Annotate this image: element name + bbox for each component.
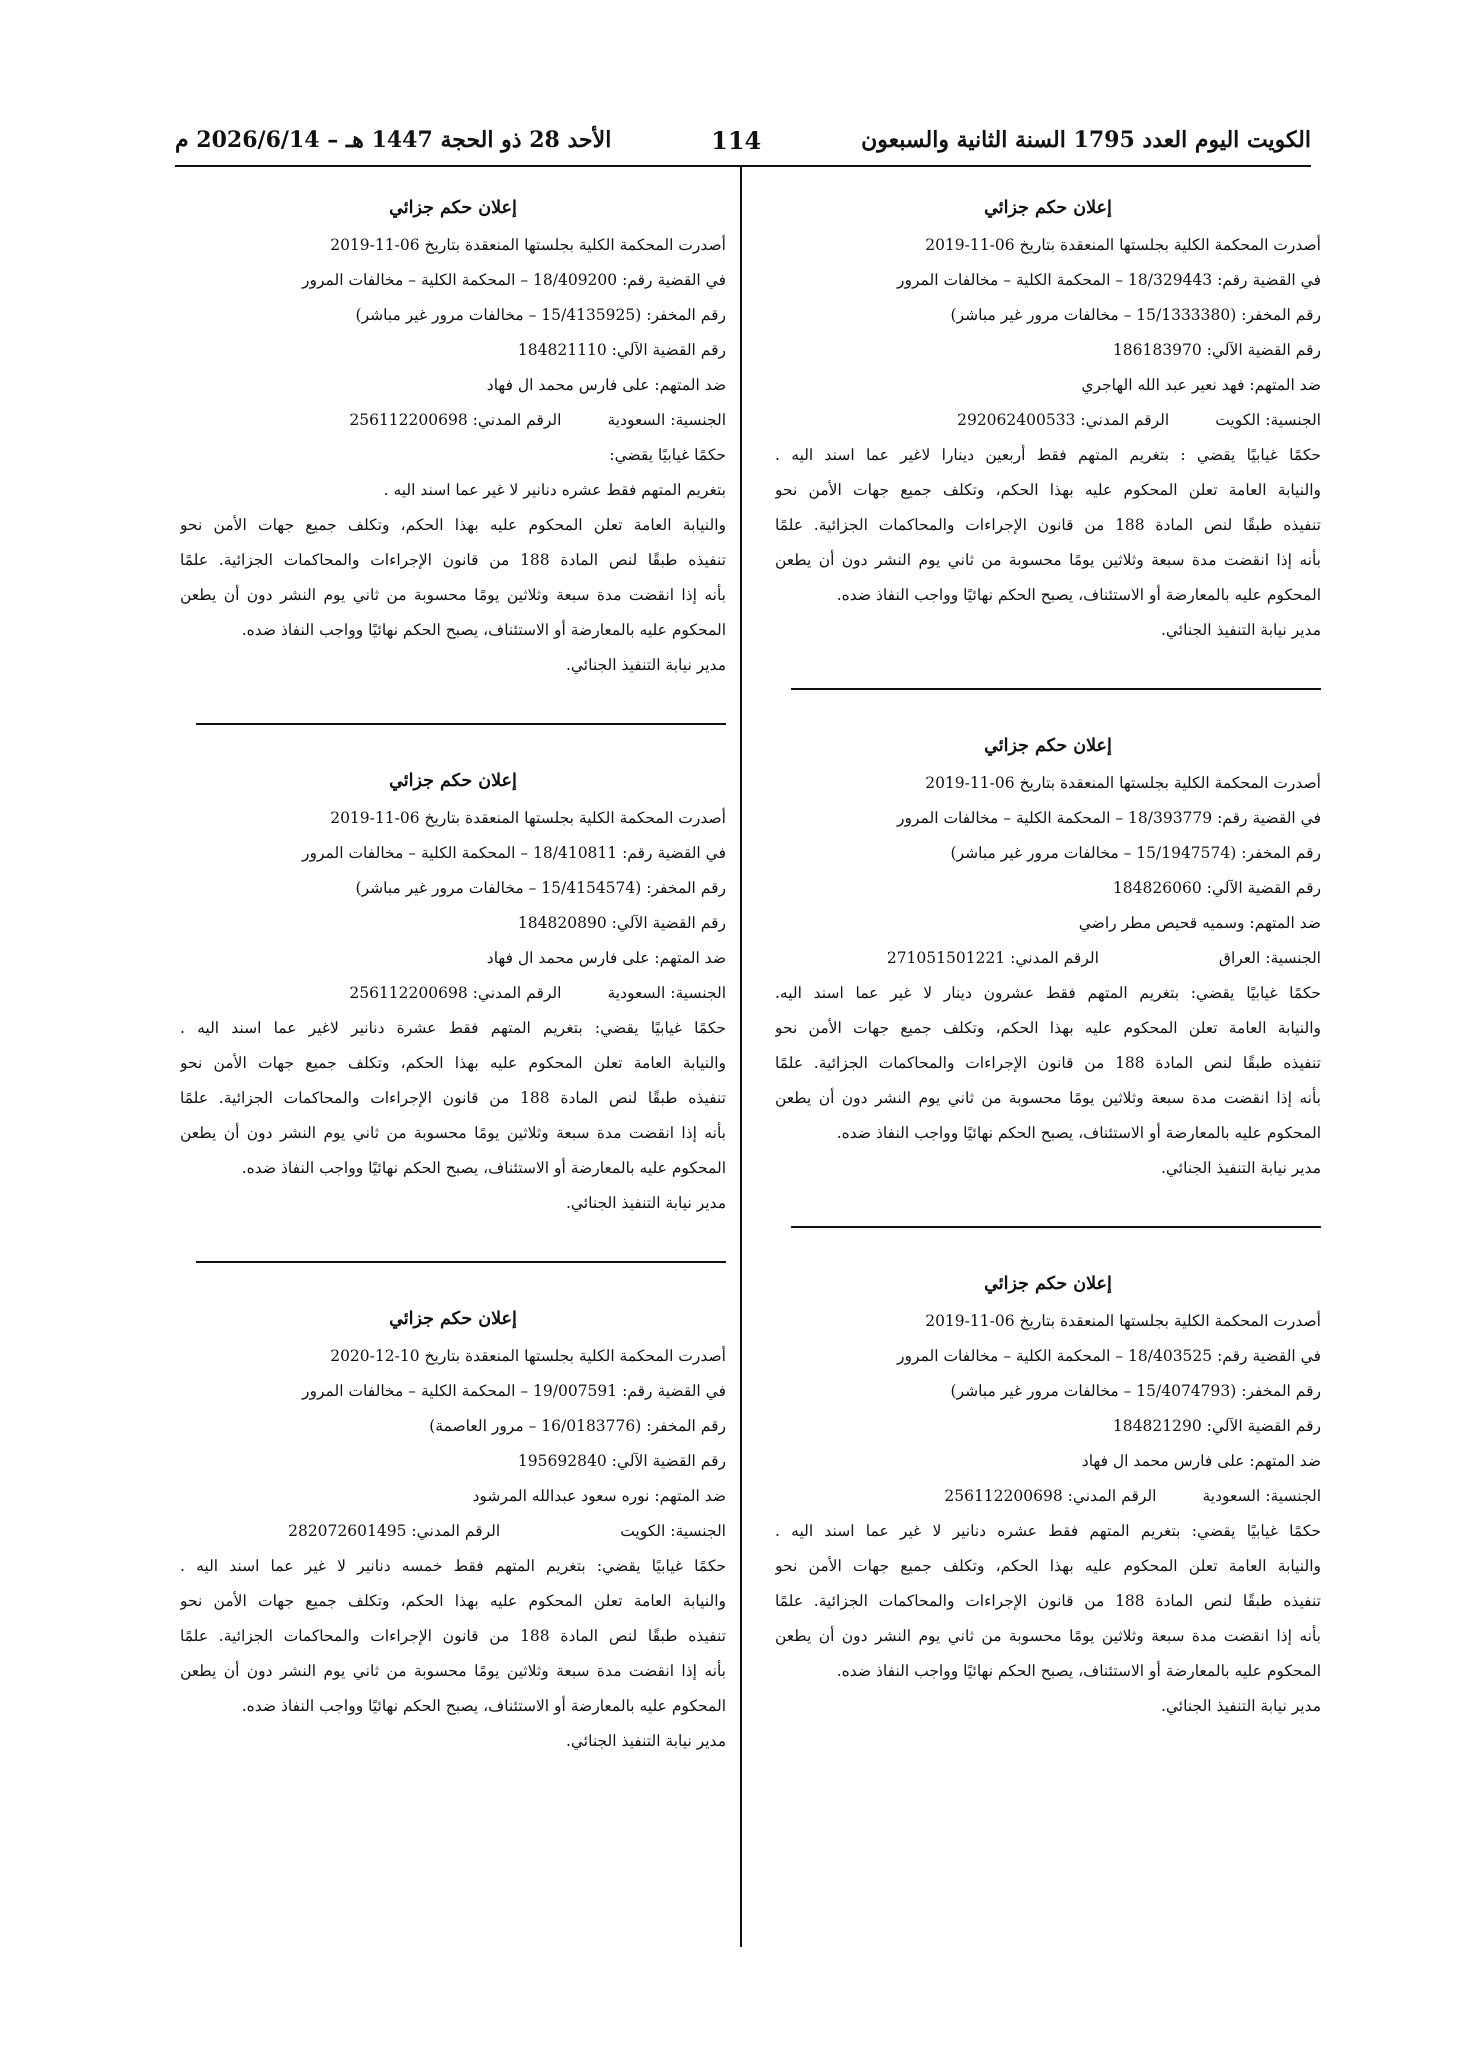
notice-case-number: في القضية رقم: 19/007591 – المحكمة الكلية – مخالفات المرور xyxy=(302,1382,726,1400)
notice-body-line: حكمًا غيابيًا يقضي: xyxy=(609,446,726,464)
notice-body-line: والنيابة العامة تعلن المحكوم عليه بهذا الحكم، وتكلف جميع جهات الأمن نحو xyxy=(775,1557,1321,1575)
notice-separator xyxy=(196,723,726,725)
notice xyxy=(775,726,1321,1186)
notice-body-line: بأنه إذا انقضت مدة سبعة وثلاثين يومًا محسوبة من ثاني يوم النشر دون أن يطعن xyxy=(775,1089,1321,1107)
notice-body-line: بأنه إذا انقضت مدة سبعة وثلاثين يومًا محسوبة من ثاني يوم النشر دون أن يطعن xyxy=(180,586,726,604)
header-rule xyxy=(175,165,1311,167)
notice-id-line xyxy=(180,403,726,438)
notice-civil-id: الرقم المدني: 256112200698 xyxy=(349,411,562,429)
notice-case-number: في القضية رقم: 18/403525 – المحكمة الكلية – مخالفات المرور xyxy=(897,1347,1321,1365)
notice-nationality: الجنسية: الكويت xyxy=(620,1522,726,1540)
notice xyxy=(775,1264,1321,1724)
notice-civil-id: الرقم المدني: 256112200698 xyxy=(349,984,562,1002)
notice-body-line: بأنه إذا انقضت مدة سبعة وثلاثين يومًا محسوبة من ثاني يوم النشر دون أن يطعن xyxy=(775,1627,1321,1645)
column-divider xyxy=(740,167,742,1947)
notice-body-line: المحكوم عليه بالمعارضة أو الاستئناف، يصبح الحكم نهائيًا وواجب النفاذ ضده. xyxy=(836,586,1321,604)
notice-title: إعلان حكم جزائي xyxy=(984,1274,1112,1294)
notice-body-line: حكمًا غيابيًا يقضي: بتغريم المتهم فقط عشرة دنانير لاغير عما اسند اليه . xyxy=(180,1019,726,1037)
notice-id-line xyxy=(775,941,1321,976)
page-header xyxy=(175,118,1311,162)
notice-body-line: تنفيذه طبقًا لنص المادة 188 من قانون الإجراءات والمحاكمات الجزائية. علمًا xyxy=(775,516,1321,534)
notice-separator xyxy=(791,1226,1321,1228)
notice-body-line: المحكوم عليه بالمعارضة أو الاستئناف، يصبح الحكم نهائيًا وواجب النفاذ ضده. xyxy=(836,1124,1321,1142)
notice-civil-id: الرقم المدني: 282072601495 xyxy=(288,1522,501,1540)
notice-title: إعلان حكم جزائي xyxy=(984,736,1112,756)
left-column xyxy=(180,188,726,1759)
header-issue-info: الكويت اليوم العدد 1795 السنة الثانية والسبعون xyxy=(861,127,1311,153)
notice-body-line: المحكوم عليه بالمعارضة أو الاستئناف، يصبح الحكم نهائيًا وواجب النفاذ ضده. xyxy=(241,621,726,639)
notice-body-line: حكمًا غيابيًا يقضي: بتغريم المتهم فقط عشره دنانير لا غير عما اسند اليه . xyxy=(775,1522,1321,1540)
notice-body-line: بتغريم المتهم فقط عشره دنانير لا غير عما اسند اليه . xyxy=(383,481,726,499)
notice-issued: أصدرت المحكمة الكلية بجلستها المنعقدة بتاريخ 10-12-2020 xyxy=(330,1347,726,1365)
notice-id-line xyxy=(775,403,1321,438)
notice-body-line: تنفيذه طبقًا لنص المادة 188 من قانون الإجراءات والمحاكمات الجزائية. علمًا xyxy=(775,1054,1321,1072)
notice-signature: مدير نيابة التنفيذ الجنائي. xyxy=(1160,621,1321,639)
notice-station-number: رقم المخفر: (15/4074793 – مخالفات مرور غير مباشر) xyxy=(950,1382,1321,1400)
notice-body-line: تنفيذه طبقًا لنص المادة 188 من قانون الإجراءات والمحاكمات الجزائية. علمًا xyxy=(775,1592,1321,1610)
notice-signature: مدير نيابة التنفيذ الجنائي. xyxy=(565,1732,726,1750)
notice-station-number: رقم المخفر: (15/1947574 – مخالفات مرور غير مباشر) xyxy=(950,844,1321,862)
notice-issued: أصدرت المحكمة الكلية بجلستها المنعقدة بتاريخ 06-11-2019 xyxy=(925,774,1321,792)
notice-body-line: تنفيذه طبقًا لنص المادة 188 من قانون الإجراءات والمحاكمات الجزائية. علمًا xyxy=(180,1089,726,1107)
notice-accused: ضد المتهم: على فارس محمد ال فهاد xyxy=(1081,1452,1321,1470)
notice-id-line xyxy=(180,976,726,1011)
notice-auto-case-number: رقم القضية الآلي: 184821290 xyxy=(1112,1417,1321,1435)
notice-body-line: والنيابة العامة تعلن المحكوم عليه بهذا الحكم، وتكلف جميع جهات الأمن نحو xyxy=(775,481,1321,499)
notice-separator xyxy=(791,688,1321,690)
notice-accused: ضد المتهم: على فارس محمد ال فهاد xyxy=(486,376,726,394)
notice-nationality: الجنسية: العراق xyxy=(1218,949,1321,967)
notice-station-number: رقم المخفر: (15/1333380 – مخالفات مرور غير مباشر) xyxy=(950,306,1321,324)
notice-title: إعلان حكم جزائي xyxy=(389,771,517,791)
notice-signature: مدير نيابة التنفيذ الجنائي. xyxy=(1160,1697,1321,1715)
notice-nationality: الجنسية: السعودية xyxy=(1202,1487,1321,1505)
notice-signature: مدير نيابة التنفيذ الجنائي. xyxy=(565,1194,726,1212)
notice xyxy=(775,188,1321,648)
notice-body-line: والنيابة العامة تعلن المحكوم عليه بهذا الحكم، وتكلف جميع جهات الأمن نحو xyxy=(180,1054,726,1072)
notice xyxy=(180,761,726,1221)
notice-nationality: الجنسية: الكويت xyxy=(1215,411,1321,429)
notice-body-line: والنيابة العامة تعلن المحكوم عليه بهذا الحكم، وتكلف جميع جهات الأمن نحو xyxy=(775,1019,1321,1037)
notice-issued: أصدرت المحكمة الكلية بجلستها المنعقدة بتاريخ 06-11-2019 xyxy=(330,236,726,254)
notice-body-line: المحكوم عليه بالمعارضة أو الاستئناف، يصبح الحكم نهائيًا وواجب النفاذ ضده. xyxy=(241,1159,726,1177)
header-date: الأحد 28 ذو الحجة 1447 هـ – 2026/6/14 م xyxy=(175,127,612,153)
notice-body-line: حكمًا غيابيًا يقضي: بتغريم المتهم فقط عشرون دينار لا غير عما اسند اليه. xyxy=(775,984,1321,1002)
notice-accused: ضد المتهم: وسميه قحيص مطر راضي xyxy=(1078,914,1321,932)
notice-body-line: المحكوم عليه بالمعارضة أو الاستئناف، يصبح الحكم نهائيًا وواجب النفاذ ضده. xyxy=(241,1697,726,1715)
notice xyxy=(180,188,726,683)
notice-title: إعلان حكم جزائي xyxy=(984,198,1112,218)
right-column xyxy=(775,188,1321,1724)
notice-body-line: بأنه إذا انقضت مدة سبعة وثلاثين يومًا محسوبة من ثاني يوم النشر دون أن يطعن xyxy=(180,1662,726,1680)
notice-issued: أصدرت المحكمة الكلية بجلستها المنعقدة بتاريخ 06-11-2019 xyxy=(925,1312,1321,1330)
notice-signature: مدير نيابة التنفيذ الجنائي. xyxy=(565,656,726,674)
notice-body-line: تنفيذه طبقًا لنص المادة 188 من قانون الإجراءات والمحاكمات الجزائية. علمًا xyxy=(180,1627,726,1645)
page-number: 114 xyxy=(711,125,762,155)
notice-auto-case-number: رقم القضية الآلي: 184821110 xyxy=(517,341,726,359)
notice-separator xyxy=(196,1261,726,1263)
notice-body-line: والنيابة العامة تعلن المحكوم عليه بهذا الحكم، وتكلف جميع جهات الأمن نحو xyxy=(180,516,726,534)
notice-case-number: في القضية رقم: 18/329443 – المحكمة الكلية – مخالفات المرور xyxy=(897,271,1321,289)
notice-civil-id: الرقم المدني: 292062400533 xyxy=(957,411,1170,429)
notice-accused: ضد المتهم: على فارس محمد ال فهاد xyxy=(486,949,726,967)
notice-station-number: رقم المخفر: (16/0183776 – مرور العاصمة) xyxy=(429,1417,726,1435)
notice-station-number: رقم المخفر: (15/4135925 – مخالفات مرور غير مباشر) xyxy=(355,306,726,324)
notice-body-line: حكمًا غيابيًا يقضي : بتغريم المتهم فقط أربعين دينارا لاغير عما اسند اليه . xyxy=(775,446,1321,464)
notice-signature: مدير نيابة التنفيذ الجنائي. xyxy=(1160,1159,1321,1177)
notice-auto-case-number: رقم القضية الآلي: 195692840 xyxy=(517,1452,726,1470)
notice-issued: أصدرت المحكمة الكلية بجلستها المنعقدة بتاريخ 06-11-2019 xyxy=(925,236,1321,254)
notice-body-line: حكمًا غيابيًا يقضي: بتغريم المتهم فقط خمسه دنانير لا غير عما اسند اليه . xyxy=(180,1557,726,1575)
notice-body-line: بأنه إذا انقضت مدة سبعة وثلاثين يومًا محسوبة من ثاني يوم النشر دون أن يطعن xyxy=(180,1124,726,1142)
notice-auto-case-number: رقم القضية الآلي: 184826060 xyxy=(1112,879,1321,897)
notice-body-line: تنفيذه طبقًا لنص المادة 188 من قانون الإجراءات والمحاكمات الجزائية. علمًا xyxy=(180,551,726,569)
notice-id-line xyxy=(775,1479,1321,1514)
notice-body-line: والنيابة العامة تعلن المحكوم عليه بهذا الحكم، وتكلف جميع جهات الأمن نحو xyxy=(180,1592,726,1610)
notice-title: إعلان حكم جزائي xyxy=(389,1309,517,1329)
notice-case-number: في القضية رقم: 18/410811 – المحكمة الكلية – مخالفات المرور xyxy=(302,844,726,862)
notice-accused: ضد المتهم: فهد نعير عبد الله الهاجري xyxy=(1081,376,1321,394)
notice-issued: أصدرت المحكمة الكلية بجلستها المنعقدة بتاريخ 06-11-2019 xyxy=(330,809,726,827)
notice-auto-case-number: رقم القضية الآلي: 184820890 xyxy=(517,914,726,932)
notice-accused: ضد المتهم: نوره سعود عبدالله المرشود xyxy=(472,1487,726,1505)
notice-case-number: في القضية رقم: 18/393779 – المحكمة الكلية – مخالفات المرور xyxy=(897,809,1321,827)
notice-civil-id: الرقم المدني: 271051501221 xyxy=(886,949,1099,967)
notice-body-line: بأنه إذا انقضت مدة سبعة وثلاثين يومًا محسوبة من ثاني يوم النشر دون أن يطعن xyxy=(775,551,1321,569)
notice-nationality: الجنسية: السعودية xyxy=(607,411,726,429)
notice-station-number: رقم المخفر: (15/4154574 – مخالفات مرور غير مباشر) xyxy=(355,879,726,897)
notice-auto-case-number: رقم القضية الآلي: 186183970 xyxy=(1112,341,1321,359)
notice xyxy=(180,1299,726,1759)
notice-body-line: المحكوم عليه بالمعارضة أو الاستئناف، يصبح الحكم نهائيًا وواجب النفاذ ضده. xyxy=(836,1662,1321,1680)
notice-civil-id: الرقم المدني: 256112200698 xyxy=(944,1487,1157,1505)
notice-case-number: في القضية رقم: 18/409200 – المحكمة الكلية – مخالفات المرور xyxy=(302,271,726,289)
notice-nationality: الجنسية: السعودية xyxy=(607,984,726,1002)
notice-title: إعلان حكم جزائي xyxy=(389,198,517,218)
notice-id-line xyxy=(180,1514,726,1549)
